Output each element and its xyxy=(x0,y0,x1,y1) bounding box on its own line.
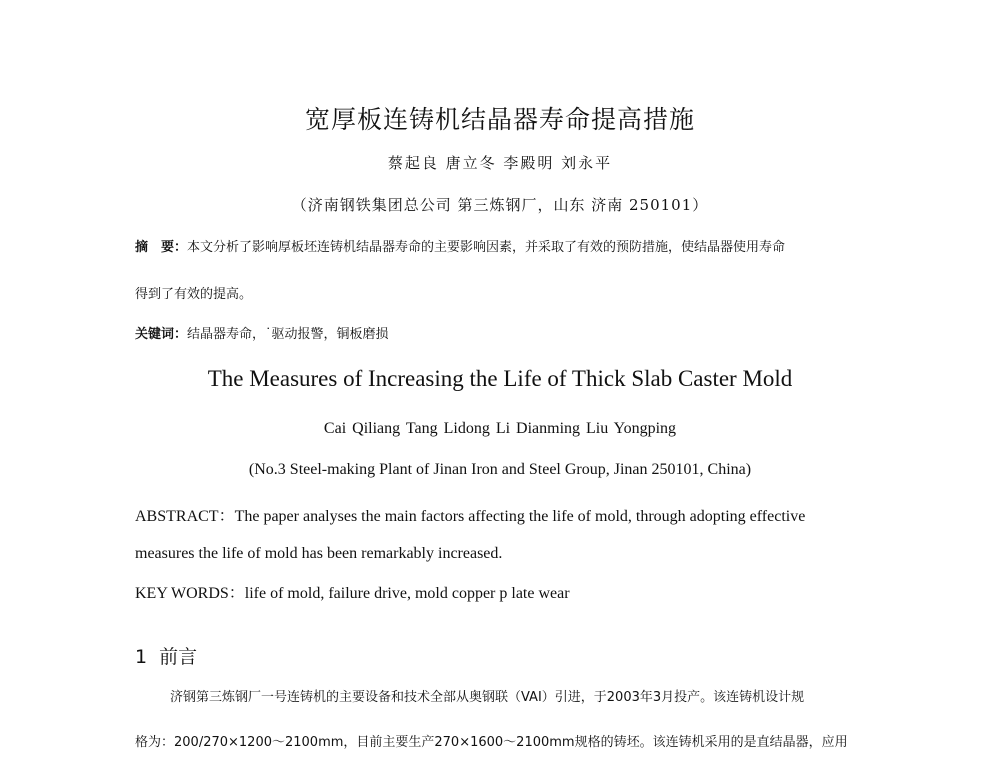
english-abstract-line1: ABSTRACT：The paper analyses the main factors affecting the life of mold, through adopting effective xyxy=(135,508,806,525)
section-heading xyxy=(135,642,197,669)
chinese-abstract xyxy=(135,236,895,255)
chinese-keywords xyxy=(135,323,895,342)
english-affiliation: (No.3 Steel-making Plant of Jinan Iron and Steel Group, Jinan 250101, China) xyxy=(248,461,752,478)
english-authors: Cai Qiliang Tang Lidong Li Dianming Liu Yongping xyxy=(323,420,677,437)
chinese-authors: 蔡起良 唐立冬 李殿明 刘永平 xyxy=(387,154,613,172)
chinese-keywords-label: 关键词： xyxy=(135,327,188,342)
chinese-abstract-line2: 得到了有效的提高。 xyxy=(135,287,253,302)
chinese-title: 宽厚板连铸机结晶器寿命提高措施 xyxy=(304,105,695,134)
chinese-abstract-line1: 本文分析了影响厚板坯连铸机结晶器寿命的主要影响因素，并采取了有效的预防措施，使结晶器使用寿命 xyxy=(187,240,786,255)
section-title: 前言 xyxy=(159,646,198,668)
chinese-abstract-label: 摘 要： xyxy=(135,240,188,255)
chinese-affiliation: （济南钢铁集团总公司 第三炼钢厂，山东 济南 250101） xyxy=(291,196,709,214)
body-paragraph-line1: 济钢第三炼钢厂一号连铸机的主要设备和技术全部从奥钢联（VAI）引进，于2003年3月投产。该连铸机设计规 xyxy=(170,690,805,705)
section-number: 1 xyxy=(135,646,148,668)
english-title: The Measures of Increasing the Life of Thick Slab Caster Mold xyxy=(207,366,793,391)
body-paragraph-line2: 格为：200/270×1200～2100mm，目前主要生产270×1600～2100mm规格的铸坯。该连铸机采用的是直结晶器，应用 xyxy=(135,735,848,750)
english-abstract-line2: measures the life of mold has been remarkably increased. xyxy=(135,545,503,562)
english-keywords: KEY WORDS：life of mold, failure drive, mold copper p late wear xyxy=(135,585,570,602)
chinese-keywords-text: 结晶器寿命，˙驱动报警，铜板磨损 xyxy=(187,327,389,342)
